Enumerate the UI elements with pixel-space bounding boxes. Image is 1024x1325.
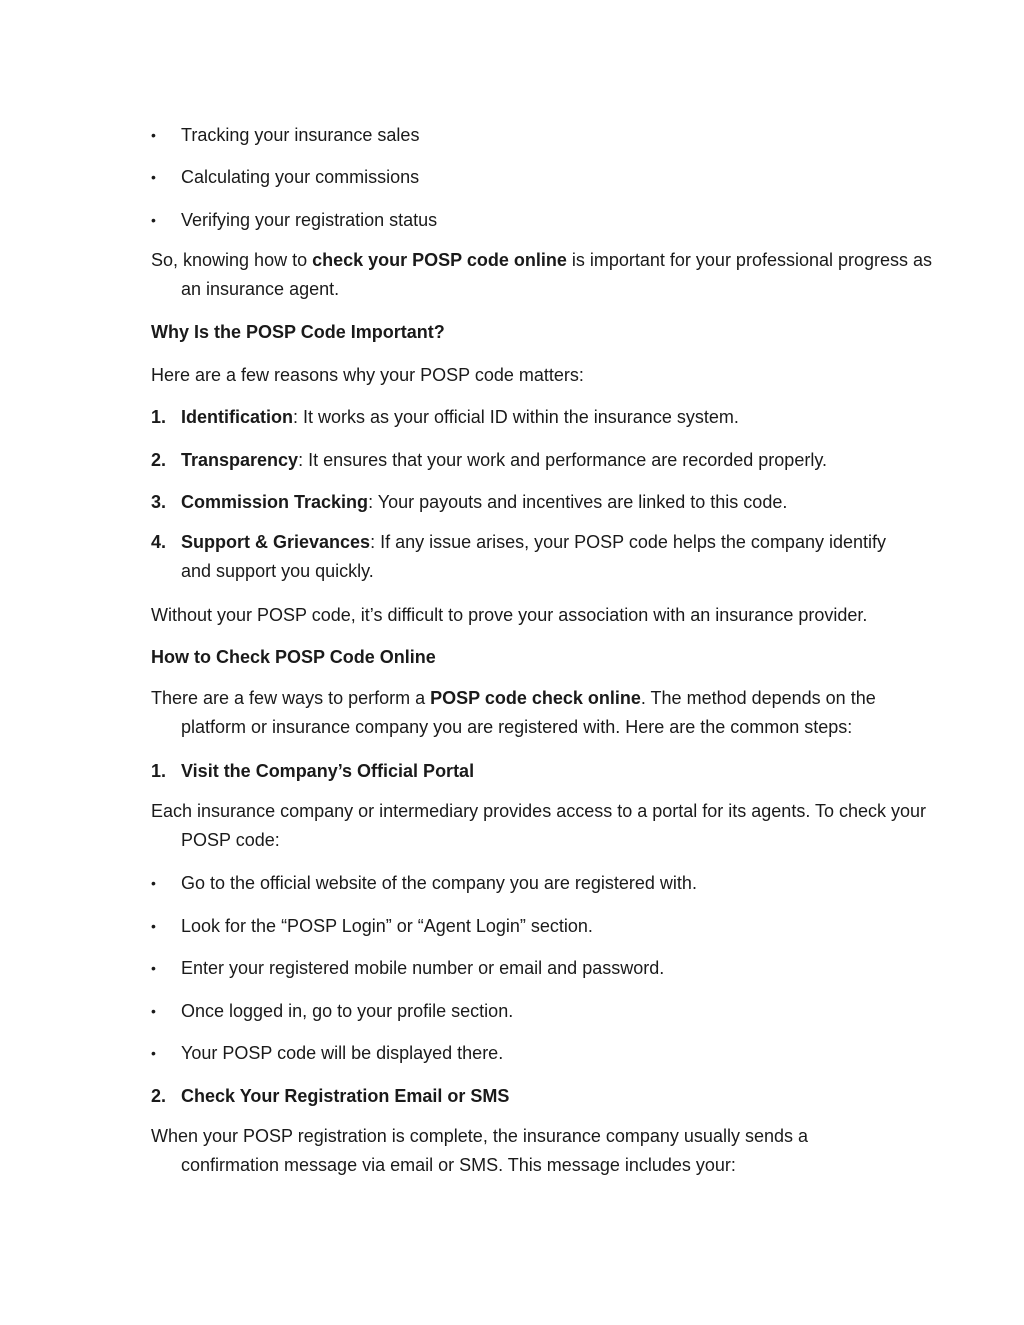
bullet-icon: • <box>151 918 156 934</box>
list-item-text: Verifying your registration status <box>181 210 438 230</box>
list-item-text: Tracking your insurance sales <box>181 125 420 145</box>
bullet-icon: • <box>151 960 156 976</box>
bold-phrase: check your POSP code online <box>312 250 567 270</box>
list-item <box>151 997 911 1026</box>
list-item <box>151 912 911 941</box>
numbered-item <box>151 446 911 475</box>
paragraph: Each insurance company or intermediary provides access to a portal for its agents. To check your POSP code: <box>151 801 927 850</box>
numbered-item <box>151 528 886 585</box>
item-term: Support & Grievances <box>181 532 371 552</box>
item-text: : If any issue arises, your POSP code helps the company identify and support you quickly. <box>181 532 886 581</box>
list-item-text: Go to the official website of the company you are registered with. <box>181 873 697 893</box>
item-text: : It ensures that your work and performance are recorded properly. <box>298 450 827 470</box>
item-number: 4. <box>151 532 167 552</box>
item-number: 2. <box>151 450 167 470</box>
paragraph: There are a few ways to perform a POSP code check online. The method depends on the platform or insurance company you are registered with. Here are the common steps: <box>151 688 876 737</box>
step-title: Check Your Registration Email or SMS <box>181 1086 510 1106</box>
section-heading: Why Is the POSP Code Important? <box>151 322 445 342</box>
list-item-text: Once logged in, go to your profile section. <box>181 1001 514 1021</box>
list-item-text: Calculating your commissions <box>181 167 420 187</box>
list-item <box>151 206 911 235</box>
paragraph: So, knowing how to check your POSP code online is important for your professional progress as an insurance agent. <box>151 250 933 299</box>
list-item-text: Your POSP code will be displayed there. <box>181 1043 504 1063</box>
step-number: 2. <box>151 1086 167 1106</box>
numbered-item <box>151 403 911 432</box>
numbered-item <box>151 488 911 517</box>
item-term: Commission Tracking <box>181 492 369 512</box>
paragraph: When your POSP registration is complete, the insurance company usually sends a confirmation message via email or SMS. This message includes your: <box>151 1126 808 1175</box>
item-term: Identification <box>181 407 293 427</box>
bullet-icon: • <box>151 212 156 228</box>
item-text: : Your payouts and incentives are linked to this code. <box>368 492 788 512</box>
list-item <box>151 869 911 898</box>
list-item-text: Look for the “POSP Login” or “Agent Login” section. <box>181 916 593 936</box>
list-item <box>151 954 911 983</box>
paragraph: Without your POSP code, it’s difficult to prove your association with an insurance provider. <box>151 605 868 625</box>
paragraph: Here are a few reasons why your POSP code matters: <box>151 365 584 385</box>
item-text: : It works as your official ID within the insurance system. <box>293 407 739 427</box>
item-number: 1. <box>151 407 167 427</box>
step-title: Visit the Company’s Official Portal <box>181 761 475 781</box>
step-heading <box>151 1082 911 1111</box>
bullet-icon: • <box>151 1045 156 1061</box>
item-number: 3. <box>151 492 167 512</box>
bullet-icon: • <box>151 1003 156 1019</box>
bullet-icon: • <box>151 875 156 891</box>
list-item-text: Enter your registered mobile number or email and password. <box>181 958 665 978</box>
list-item <box>151 163 911 192</box>
bold-phrase: POSP code check online <box>430 688 641 708</box>
bullet-icon: • <box>151 169 156 185</box>
list-item <box>151 121 911 150</box>
list-item <box>151 1039 911 1068</box>
item-term: Transparency <box>181 450 299 470</box>
bullet-icon: • <box>151 127 156 143</box>
step-heading <box>151 757 911 786</box>
section-heading: How to Check POSP Code Online <box>151 647 436 667</box>
step-number: 1. <box>151 761 167 781</box>
